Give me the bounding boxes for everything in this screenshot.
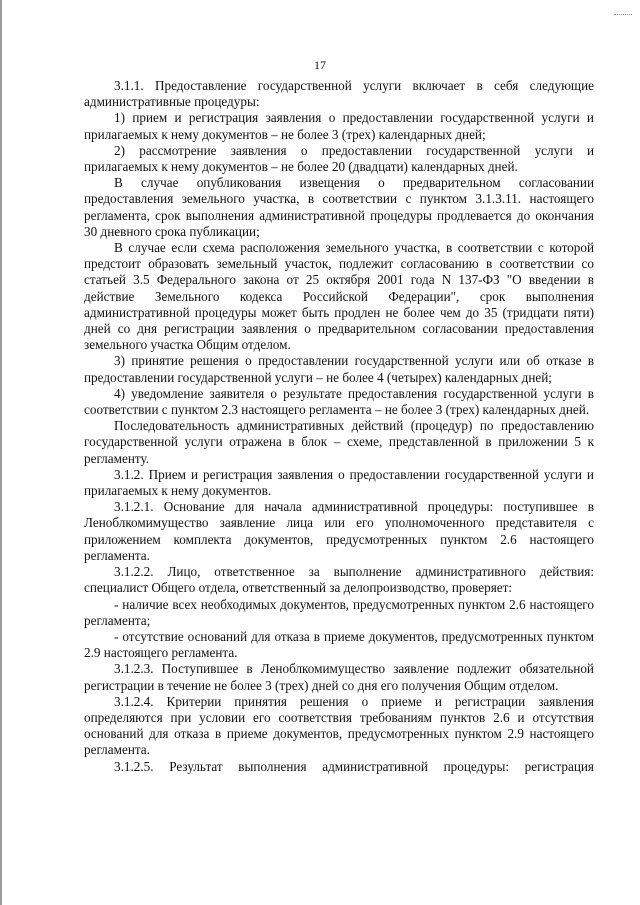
paragraph-3-1-2: 3.1.2. Прием и регистрация заявления о предоставлении государственной услуги и прилагаемых к нему документов. <box>84 466 594 499</box>
paragraph-3-1-2-1: 3.1.2.1. Основание для начала административной процедуры: поступившее в Леноблкомимущество заявление лица или его уполномоченного представителя с приложением комплекта документов, предусмотренных пунктом 2.6 настоящего регламента. <box>84 499 594 563</box>
paragraph-check-documents: - наличие всех необходимых документов, предусмотренных пунктом 2.6 настоящего регламента; <box>84 596 594 628</box>
paragraph-sequence: Последовательность административных действий (процедур) по предоставлению государственной услуги отражена в блок – схеме, представленной в приложении 5 к регламенту. <box>84 418 594 466</box>
paragraph-item-2: 2) рассмотрение заявления о предоставлении государственной услуги и прилагаемых к нему документов – не более 20 (двадцати) календарных дней. <box>84 142 594 175</box>
paragraph-check-grounds: - отсутствие оснований для отказа в приеме документов, предусмотренных пунктом 2.9 настоящего регламента. <box>84 628 594 661</box>
paragraph-item-3: 3) принятие решения о предоставлении государственной услуги или об отказе в предоставлении государственной услуги – не более 4 (четырех) календарных дней; <box>84 353 594 385</box>
paragraph-scheme-case: В случае если схема расположения земельного участка, в соответствии с которой предстоит образовать земельный участок, подлежит согласованию в соответствии со статьей 3.5 Федерального закона от 25 октября 2001 года N 137-ФЗ "О введении в действие Земельного кодекса Российской Федерации", срок выполнения административной процедуры может быть продлен не более чем до 35 (тридцати пяти) дней со дня регистрации заявления о предварительном согласовании предоставления земельного участка Общим отделом. <box>84 240 594 353</box>
paragraph-3-1-1: 3.1.1. Предоставление государственной услуги включает в себя следующие административные процедуры: <box>84 78 594 110</box>
scan-edge-left <box>0 0 2 905</box>
paragraph-item-4: 4) уведомление заявителя о результате предоставления государственной услуги в соответствии с пунктом 2.3 настоящего регламента – не более 3 (трех) календарных дней. <box>84 385 594 418</box>
paragraph-item-1: 1) прием и регистрация заявления о предоставлении государственной услуги и прилагаемых к нему документов – не более 3 (трех) календарных дней; <box>84 110 594 142</box>
paragraph-3-1-2-2: 3.1.2.2. Лицо, ответственное за выполнение административного действия: специалист Общего отдела, ответственный за делопроизводство, проверяет: <box>84 564 594 596</box>
paragraph-3-1-2-5: 3.1.2.5. Результат выполнения административной процедуры: регистрация <box>114 758 594 774</box>
paragraph-3-1-2-3: 3.1.2.3. Поступившее в Леноблкомимущество заявление подлежит обязательной регистрации в течение не более 3 (трех) дней со дня его получения Общим отделом. <box>84 661 594 693</box>
paragraph-3-1-2-4: 3.1.2.4. Критерии принятия решения о приеме и регистрации заявления определяются при условии его соответствия требованиям пунктов 2.6 и отсутствия оснований для отказа в приеме документов, предусмотренных пунктом 2.9 настоящего регламента. <box>84 693 594 758</box>
document-body <box>84 78 594 775</box>
paragraph-publication-case: В случае опубликования извещения о предварительном согласовании предоставления земельного участка, в соответствии с пунктом 3.1.3.11. настоящего регламента, срок выполнения административной процедуры продлевается до окончания 30 дневного срока публикации; <box>84 175 594 239</box>
scan-mark <box>614 14 632 16</box>
page-number: 17 <box>314 58 326 72</box>
